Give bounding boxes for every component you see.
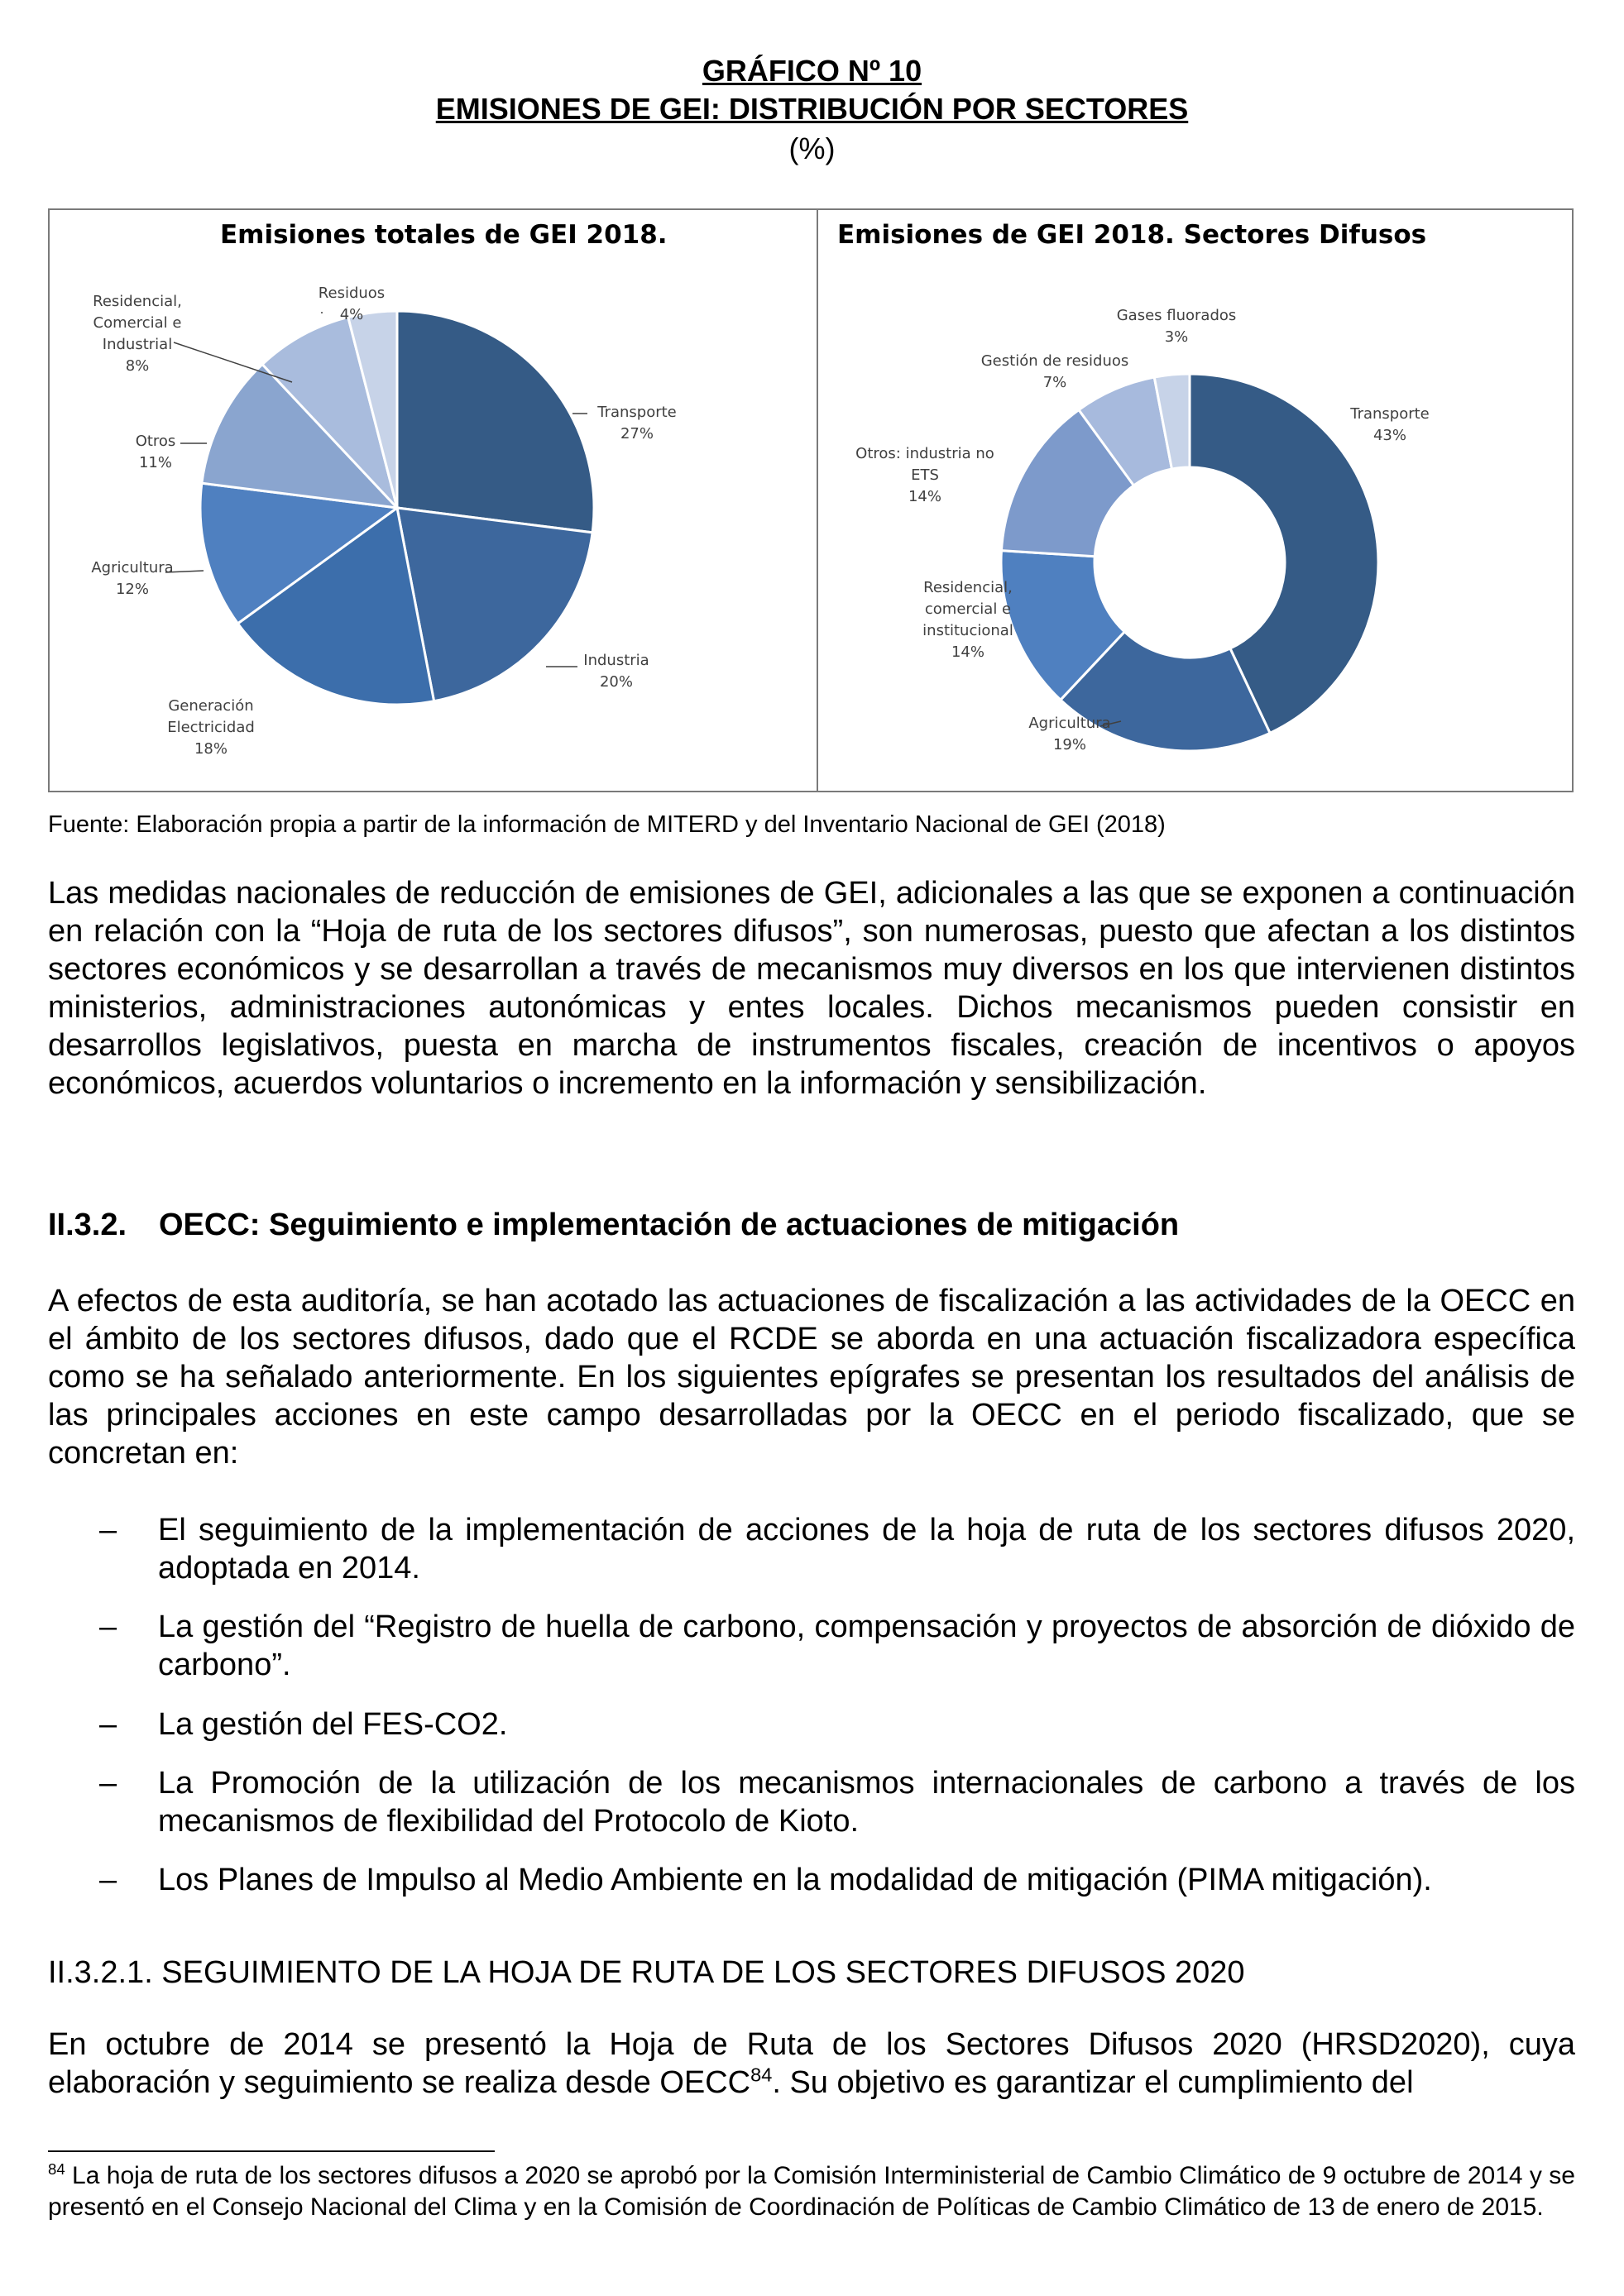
paragraph-roadmap bbox=[48, 2026, 1575, 2102]
bullet-dash: – bbox=[99, 1863, 117, 1897]
total-label-1: Industria 20% bbox=[583, 652, 649, 691]
footnote-rule bbox=[48, 2150, 495, 2152]
bullet-dash: – bbox=[99, 1766, 117, 1801]
paragraph-scope: A efectos de esta auditoría, se han acotado las actuaciones de fiscalización a las actividades de la OECC en el ámbito de los sectores difusos, dado que el RCDE se aborda en una actuación fiscalizadora específica como se ha señalado anteriormente. En los siguientes epígrafes se presentan los resultados del análisis de las principales acciones en este campo desarrolladas por la OECC en el periodo fiscalizado, que se concretan en: bbox=[48, 1284, 1575, 1471]
paragraph-roadmap-tail: . Su objetivo es garantizar el cumplimiento del bbox=[772, 2065, 1414, 2100]
footnote-ref[interactable]: 84 bbox=[750, 2064, 773, 2086]
figure-source: Fuente: Elaboración propia a partir de la información de MITERD y del Inventario Nacional de GEI (2018) bbox=[48, 811, 1166, 838]
total-label-4: Otros 11% bbox=[135, 433, 176, 471]
subsection-heading: II.3.2.1. SEGUIMIENTO DE LA HOJA DE RUTA DE LOS SECTORES DIFUSOS 2020 bbox=[48, 1955, 1245, 1990]
paragraph-roadmap-text: En octubre de 2014 se presentó la Hoja de Ruta de los Sectores Difusos 2020 (HRSD2020), cuya elaboración y seguimiento se realiza desde OECC bbox=[48, 2027, 1575, 2100]
section-title: OECC: Seguimiento e implementación de actuaciones de mitigación bbox=[159, 1208, 1180, 1242]
figure-unit: (%) bbox=[788, 132, 836, 165]
charts-svg bbox=[50, 210, 1572, 791]
total-label-0: Transporte 27% bbox=[597, 404, 677, 442]
list-item-text: La gestión del FES-CO2. bbox=[158, 1707, 508, 1742]
diffuse-label-0: Transporte 43% bbox=[1350, 405, 1430, 444]
list-item-text: El seguimiento de la implementación de acciones de la hoja de ruta de los sectores difusos 2020, adoptada en 2014. bbox=[158, 1513, 1575, 1586]
total-label-5: Residencial, Comercial e Industrial 8% bbox=[93, 293, 182, 375]
footnote-text: La hoja de ruta de los sectores difusos a 2020 se aprobó por la Comisión Interministerial de Cambio Climático de 9 octubre de 2014 y se presentó en el Consejo Nacional del Clima y en la Comisión de Coordinación de Políticas de Cambio Climático de 13 de enero de 2015. bbox=[48, 2162, 1575, 2221]
total-label-6: Residuos 4% bbox=[318, 285, 386, 323]
chart-title-total: Emisiones totales de GEI 2018. bbox=[220, 220, 668, 250]
total-label-2: Generación Electricidad 18% bbox=[167, 697, 255, 758]
footnote bbox=[48, 2160, 1575, 2223]
list-item-text: Los Planes de Impulso al Medio Ambiente en la modalidad de mitigación (PIMA mitigación). bbox=[158, 1863, 1432, 1897]
footnote-number: 84 bbox=[48, 2160, 65, 2178]
total-slice-0 bbox=[397, 311, 594, 533]
diffuse-label-2: Residencial, comercial e institucional 14% bbox=[922, 579, 1013, 661]
figure-title: EMISIONES DE GEI: DISTRIBUCIÓN POR SECTORES bbox=[435, 92, 1189, 126]
paragraph-intro: Las medidas nacionales de reducción de emisiones de GEI, adicionales a las que se exponen a continuación en relación con la “Hoja de ruta de los sectores difusos”, son numerosas, puesto que afectan a los distintos sectores económicos y se desarrollan a través de mecanismos muy diversos en los que intervienen distintos ministerios, administraciones autonómicas y entes locales. Dichos mecanismos pueden consistir en desarrollos legislativos, puesta en marcha de instrumentos fiscales, creación de incentivos o apoyos económicos, acuerdos voluntarios o incremento en la información y sensibilización. bbox=[48, 876, 1575, 1101]
chart-title-diffuse: Emisiones de GEI 2018. Sectores Difusos bbox=[837, 220, 1427, 250]
figure-number: GRÁFICO Nº 10 bbox=[702, 54, 922, 88]
chart-frame bbox=[48, 208, 1574, 792]
diffuse-label-4: Gestión de residuos 7% bbox=[980, 352, 1129, 391]
bullet-dash: – bbox=[99, 1707, 117, 1742]
bullet-dash: – bbox=[99, 1513, 117, 1547]
bullet-dash: – bbox=[99, 1610, 117, 1644]
list-item-text: La gestión del “Registro de huella de carbono, compensación y proyectos de absorción de dióxido de carbono”. bbox=[158, 1610, 1575, 1682]
diffuse-label-3: Otros: industria no ETS 14% bbox=[855, 445, 994, 505]
section-number: II.3.2. bbox=[48, 1208, 127, 1242]
total-label-3: Agricultura 12% bbox=[91, 559, 174, 598]
diffuse-label-1: Agricultura 19% bbox=[1028, 715, 1111, 753]
list-item-text: La Promoción de la utilización de los mecanismos internacionales de carbono a través de los mecanismos de flexibilidad del Protocolo de Kioto. bbox=[158, 1766, 1575, 1839]
section-heading bbox=[48, 1206, 1179, 1244]
diffuse-label-5: Gases fluorados 3% bbox=[1116, 307, 1237, 346]
